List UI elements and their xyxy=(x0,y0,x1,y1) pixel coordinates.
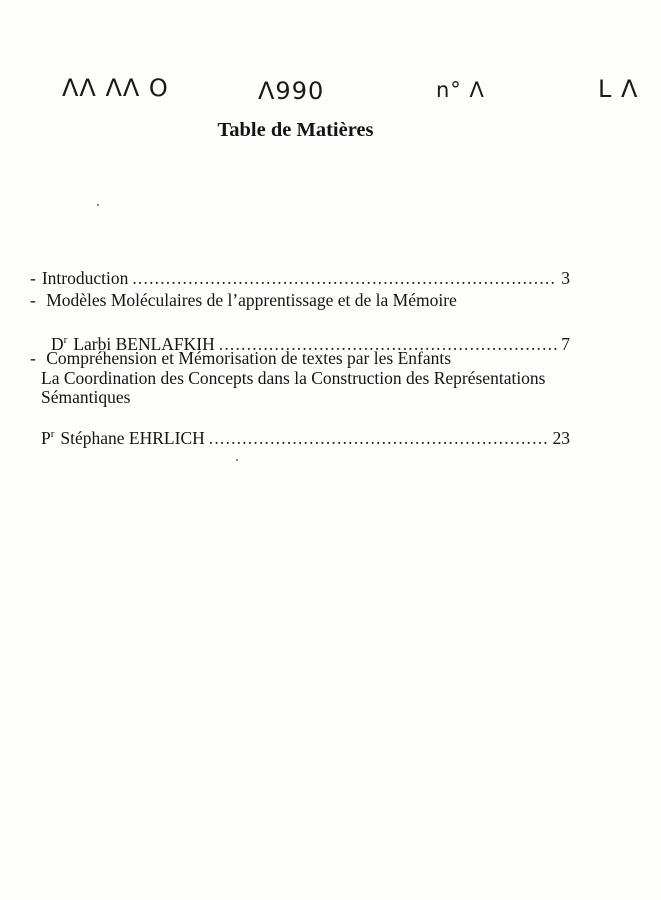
page-title: Table de Matières xyxy=(217,119,374,141)
toc-entry-article2-author xyxy=(41,424,570,448)
handwritten-reference-number: ΛΛ ΛΛ Ο xyxy=(62,74,169,102)
dot-leader xyxy=(132,268,557,288)
handwritten-issue-number: n° Λ xyxy=(436,78,485,102)
toc-introduction-page: 3 xyxy=(561,268,570,288)
toc-article1-title: Modèles Moléculaires de l’apprentissage et de la Mémoire xyxy=(46,290,457,310)
toc-article1-author: Larbi BENLAFKIH xyxy=(73,333,215,354)
handwritten-year: Λ990 xyxy=(258,77,325,105)
toc-entry-article1-title xyxy=(30,290,457,310)
toc-article2-page: 23 xyxy=(552,427,570,448)
author-honorific: $D^r$ xyxy=(51,333,68,354)
toc-bullet: - xyxy=(30,268,36,288)
toc-introduction-label: Introduction xyxy=(41,268,129,288)
toc-article2-title-line2: La Coordination des Concepts dans la Construction des Représentations xyxy=(41,368,546,388)
toc-article2-title-line1: Compréhension et Mémorisation de textes par les Enfants xyxy=(46,348,452,368)
dot-leader xyxy=(209,428,549,448)
toc-entry-introduction xyxy=(30,268,570,288)
scan-speck xyxy=(97,204,99,206)
author-honorific: $P^r$ xyxy=(41,427,55,448)
handwritten-page-mark: L Λ xyxy=(598,75,639,103)
toc-article1-page: 7 xyxy=(561,333,570,354)
toc-entry-article2-title-line1 xyxy=(30,348,451,368)
toc-bullet: - xyxy=(30,348,36,368)
toc-article2-title-line3: Sémantiques xyxy=(41,387,131,407)
toc-article2-author: Stéphane EHRLICH xyxy=(60,427,205,448)
toc-bullet: - xyxy=(30,290,36,310)
scan-speck xyxy=(236,459,238,461)
